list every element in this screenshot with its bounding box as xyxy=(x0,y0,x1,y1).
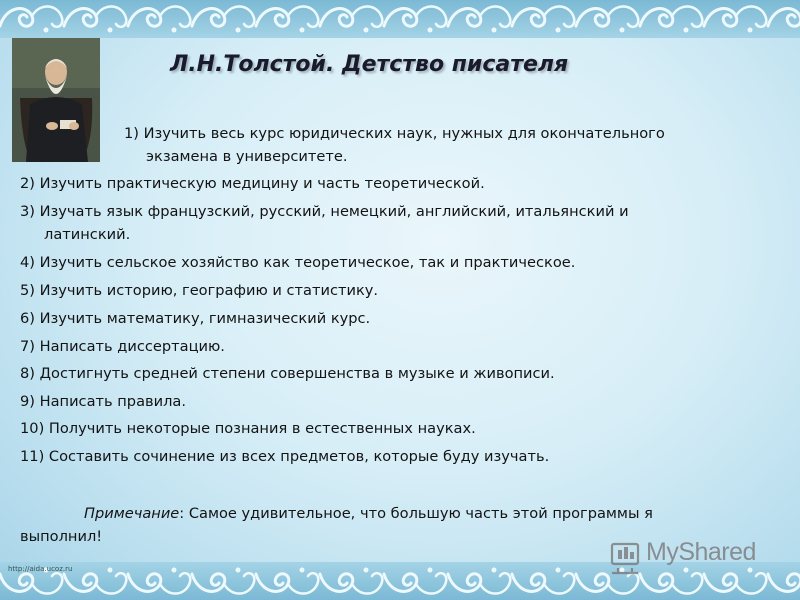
watermark-text: MyShared xyxy=(646,538,756,566)
note-label: Примечание xyxy=(84,505,180,522)
slide-title: Л.Н.Толстой. Детство писателя xyxy=(170,52,569,77)
note-line2: выполнил! xyxy=(20,528,103,545)
list-item-1-line2: экзамена в университете. xyxy=(146,148,348,165)
list-item-10: 10) Получить некоторые познания в естественных науках. xyxy=(20,420,476,437)
list-item-9: 9) Написать правила. xyxy=(20,393,187,410)
source-url: http://aida.ucoz.ru xyxy=(8,565,73,573)
list-item-8: 8) Достигнуть средней степени совершенства в музыке и живописи. xyxy=(20,365,555,382)
note-line1 xyxy=(84,503,776,525)
list-item-4: 4) Изучить сельское хозяйство как теоретическое, так и практическое. xyxy=(20,254,576,271)
list-item-7: 7) Написать диссертацию. xyxy=(20,338,225,355)
list-item-5: 5) Изучить историю, географию и статистику. xyxy=(20,282,379,299)
list-item-11: 11) Составить сочинение из всех предметов, которые буду изучать. xyxy=(20,448,550,465)
list-item-3-line2: латинский. xyxy=(44,226,131,243)
portrait-image xyxy=(12,38,100,162)
list-item-2: 2) Изучить практическую медицину и часть теоретической. xyxy=(20,175,485,192)
ornament-border xyxy=(0,0,800,38)
top-ornament-border xyxy=(0,0,800,38)
list-item-1-line1: 1) Изучить весь курс юридических наук, нужных для окончательного xyxy=(124,125,665,142)
list-item-6: 6) Изучить математику, гимназический курс. xyxy=(20,310,371,327)
list-item-3-line1: 3) Изучать язык французский, русский, немецкий, английский, итальянский и xyxy=(20,203,629,220)
note-text-line1: : Самое удивительное, что большую часть этой программы я xyxy=(179,505,653,522)
